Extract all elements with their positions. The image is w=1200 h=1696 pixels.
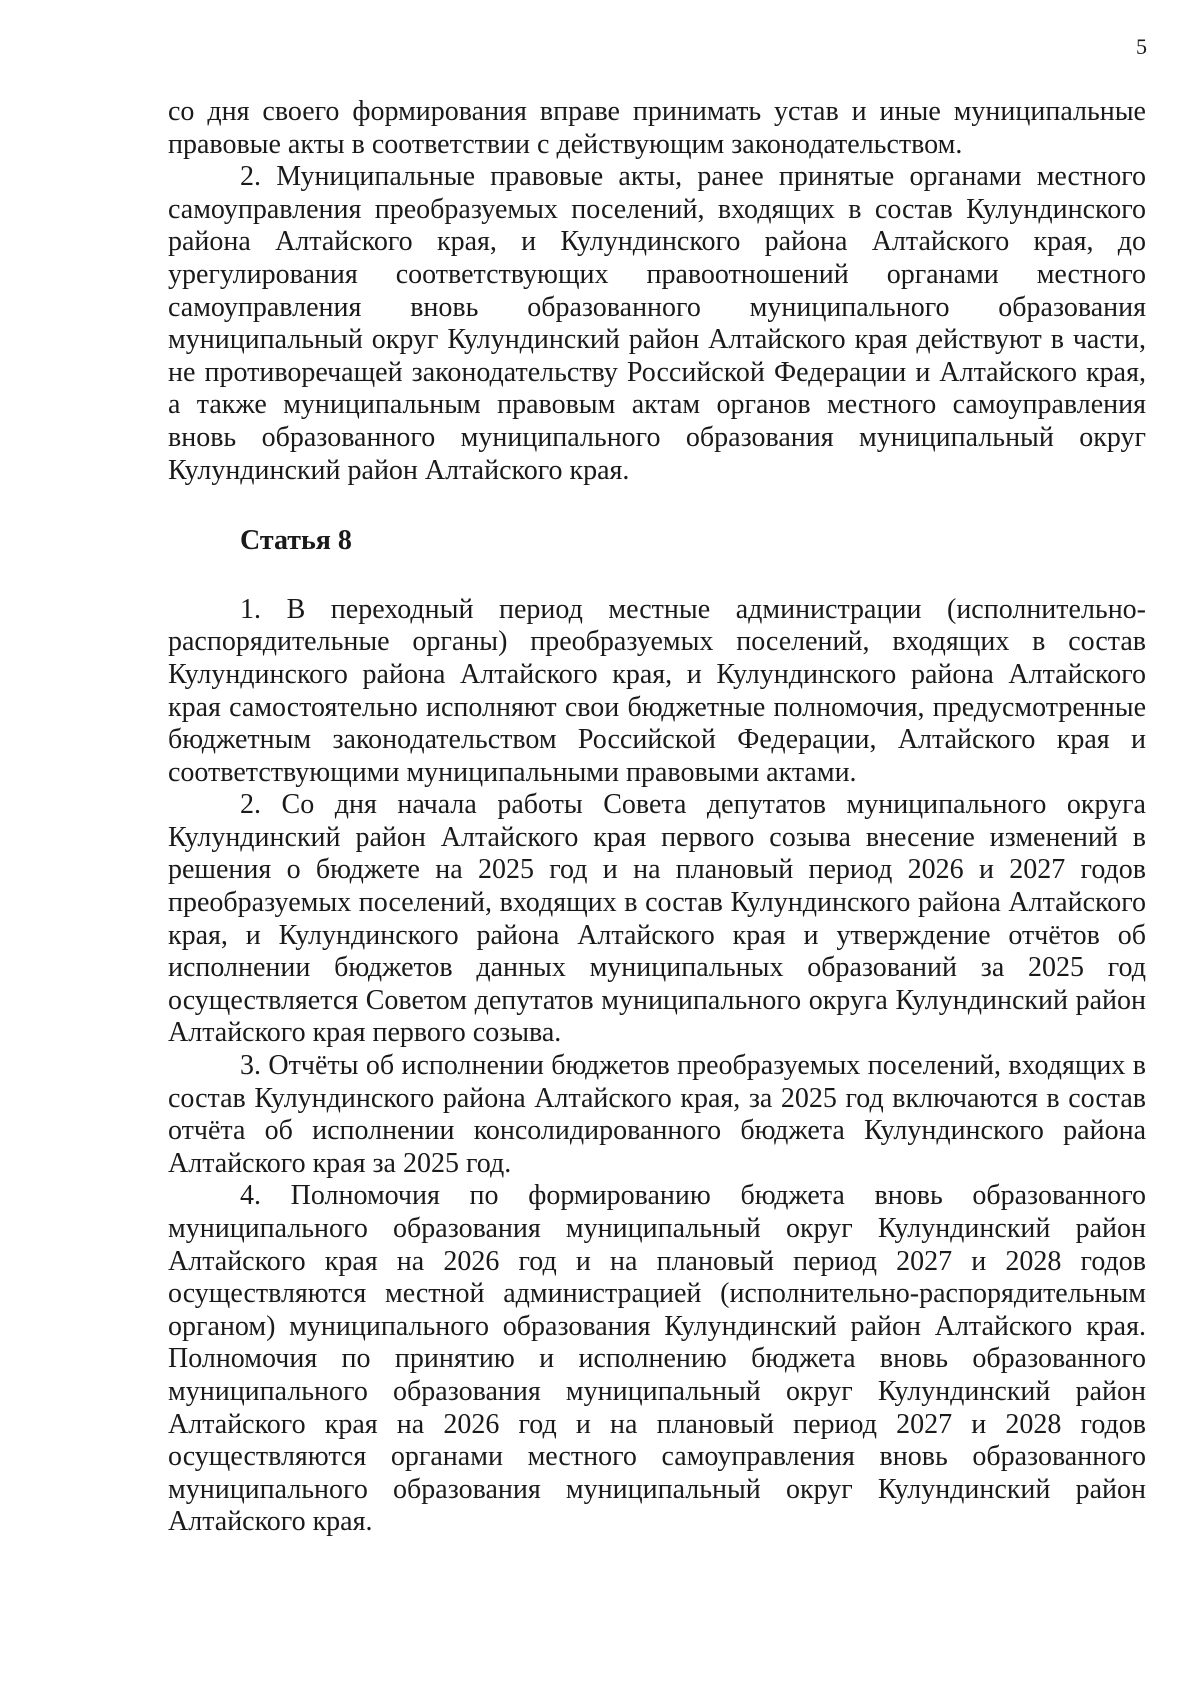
article-heading: Статья 8 xyxy=(240,525,352,557)
document-body xyxy=(168,96,1146,1539)
article-paragraph-3: 3. Отчёты об исполнении бюджетов преобразуемых поселений, входящих в состав Кулундинского района Алтайского края, за 2025 год включаются в состав отчёта об исполнении консолидированного бюджета Кулундинского района Алтайского края за 2025 год. xyxy=(168,1050,1146,1179)
continuation-paragraph: со дня своего формирования вправе принимать устав и иные муниципальные правовые акты в соответствии с действующим законодательством. xyxy=(168,96,1146,160)
article-paragraph-1: 1. В переходный период местные администрации (исполнительно-распорядительные органы) преобразуемых поселений, входящих в состав Кулундинского района Алтайского края, и Кулундинского района Алтайского края самостоятельно исполняют свои бюджетные полномочия, предусмотренные бюджетным законодательством Российской Федерации, Алтайского края и соответствующими муниципальными правовыми актами. xyxy=(168,593,1146,788)
page-number: 5 xyxy=(1136,34,1147,59)
paragraph-2: 2. Муниципальные правовые акты, ранее принятые органами местного самоуправления преобразуемых поселений, входящих в состав Кулундинского района Алтайского края, и Кулундинского района Алтайского края, до урегулирования соответствующих правоотношений органами местного самоуправления вновь образованного муниципального образования муниципальный округ Кулундинский район Алтайского края действуют в части, не противоречащей законодательству Российской Федерации и Алтайского края, а также муниципальным правовым актам органов местного самоуправления вновь образованного муниципального образования муниципальный округ Кулундинский район Алтайского края. xyxy=(168,161,1146,486)
article-paragraph-4: 4. Полномочия по формированию бюджета вновь образованного муниципального образования муниципальный округ Кулундинский район Алтайского края на 2026 год и на плановый период 2027 и 2028 годов осуществляются местной администрацией (исполнительно-распорядительным органом) муниципального образования Кулундинский район Алтайского края. Полномочия по принятию и исполнению бюджета вновь образованного муниципального образования муниципальный округ Кулундинский район Алтайского края на 2026 год и на плановый период 2027 и 2028 годов осуществляются органами местного самоуправления вновь образованного муниципального образования муниципальный округ Кулундинский район Алтайского края. xyxy=(168,1180,1146,1538)
article-paragraph-2: 2. Со дня начала работы Совета депутатов муниципального округа Кулундинский район Алтайского края первого созыва внесение изменений в решения о бюджете на 2025 год и на плановый период 2026 и 2027 годов преобразуемых поселений, входящих в состав Кулундинского района Алтайского края, и Кулундинского района Алтайского края и утверждение отчётов об исполнении бюджетов данных муниципальных образований за 2025 год осуществляется Советом депутатов муниципального округа Кулундинский район Алтайского края первого созыва. xyxy=(168,789,1146,1049)
